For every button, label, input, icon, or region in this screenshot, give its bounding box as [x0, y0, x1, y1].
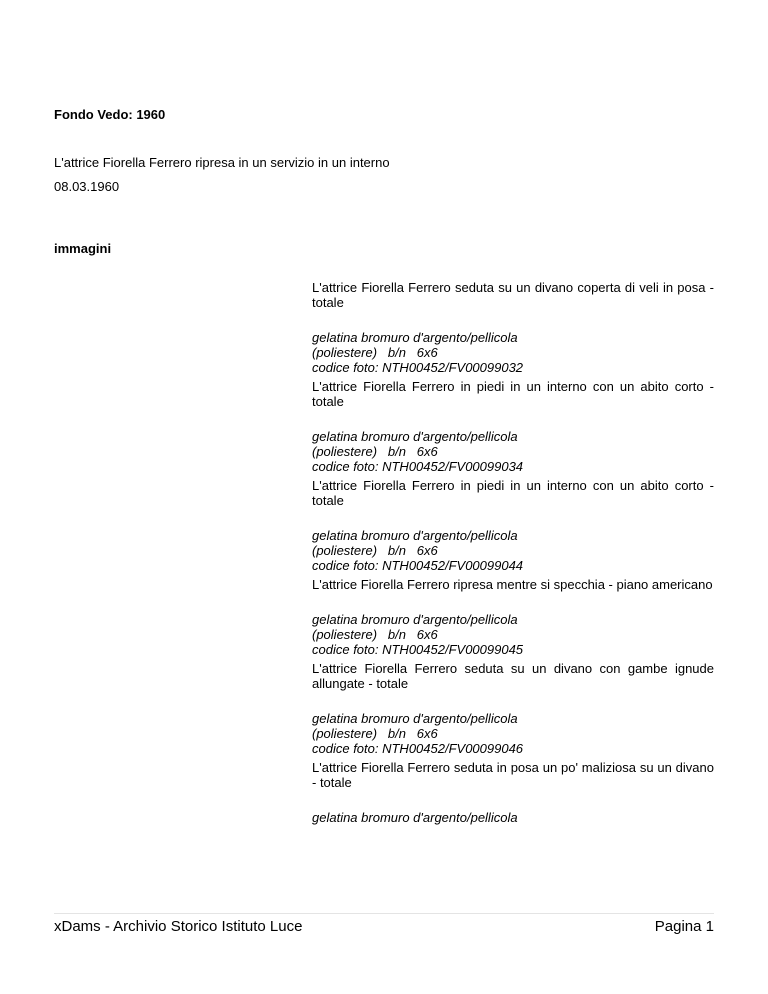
image-material: gelatina bromuro d'argento/pellicola [312, 429, 518, 444]
images-list [312, 280, 714, 825]
record-date: 08.03.1960 [54, 179, 120, 194]
footer-divider [54, 913, 714, 914]
image-code: codice foto: NTH00452/FV00099034 [312, 459, 524, 474]
image-metadata [312, 429, 714, 474]
image-description: L'attrice Fiorella Ferrero in piedi in un interno con un abito corto - totale [312, 379, 714, 409]
image-description: L'attrice Fiorella Ferrero seduta su un divano con gambe ignude allungate - totale [312, 661, 714, 691]
image-code: codice foto: NTH00452/FV00099044 [312, 558, 524, 573]
image-description: L'attrice Fiorella Ferrero in piedi in un interno con un abito corto - totale [312, 478, 714, 508]
record-title: L'attrice Fiorella Ferrero ripresa in un servizio in un interno [54, 155, 390, 170]
image-material: gelatina bromuro d'argento/pellicola [312, 810, 518, 825]
image-code: codice foto: NTH00452/FV00099045 [312, 642, 524, 657]
image-material: gelatina bromuro d'argento/pellicola [312, 711, 518, 726]
image-support: (poliestere) b/n 6x6 [312, 444, 438, 459]
fondo-title: Fondo Vedo: 1960 [54, 107, 166, 122]
image-support: (poliestere) b/n 6x6 [312, 543, 438, 558]
image-entry [312, 577, 714, 657]
image-entry [312, 280, 714, 375]
image-description: L'attrice Fiorella Ferrero ripresa mentre si specchia - piano americano [312, 577, 713, 592]
image-metadata [312, 330, 714, 375]
image-support: (poliestere) b/n 6x6 [312, 627, 438, 642]
image-description: L'attrice Fiorella Ferrero seduta in posa un po' maliziosa su un divano - totale [312, 760, 714, 790]
image-entry [312, 661, 714, 756]
image-material: gelatina bromuro d'argento/pellicola [312, 528, 518, 543]
image-material: gelatina bromuro d'argento/pellicola [312, 612, 518, 627]
image-entry [312, 760, 714, 825]
image-code: codice foto: NTH00452/FV00099032 [312, 360, 524, 375]
image-description: L'attrice Fiorella Ferrero seduta su un divano coperta di veli in posa - totale [312, 280, 714, 310]
image-metadata [312, 711, 714, 756]
image-code: codice foto: NTH00452/FV00099046 [312, 741, 524, 756]
image-support: (poliestere) b/n 6x6 [312, 345, 438, 360]
image-metadata [312, 528, 714, 573]
image-metadata [312, 612, 714, 657]
image-entry [312, 379, 714, 474]
footer-page-number: Pagina 1 [654, 918, 714, 935]
image-material: gelatina bromuro d'argento/pellicola [312, 330, 518, 345]
image-support: (poliestere) b/n 6x6 [312, 726, 438, 741]
footer-archive-name: xDams - Archivio Storico Istituto Luce [54, 918, 303, 935]
image-entry [312, 478, 714, 573]
images-section-heading: immagini [54, 241, 112, 256]
